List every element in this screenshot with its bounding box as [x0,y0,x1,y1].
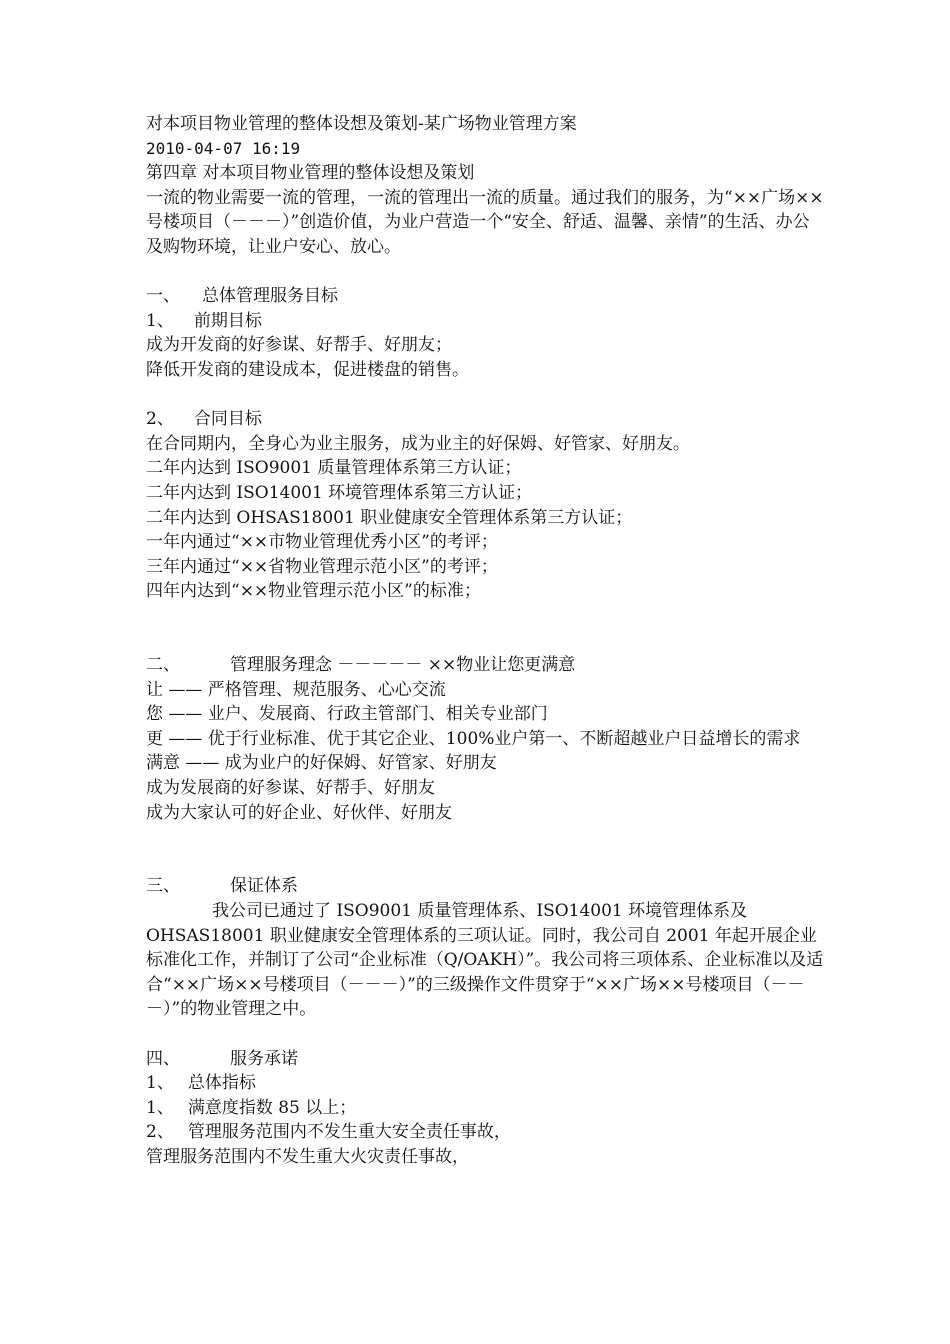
section-1-sub-1-title: 前期目标 [193,310,262,331]
text-line: 让 —— 严格管理、规范服务、心心交流 [146,679,446,700]
chapter-heading: 第四章 对本项目物业管理的整体设想及策划 [146,163,475,184]
section-2-heading [146,653,826,678]
spacer [146,1022,826,1047]
section-2-title: 管理服务理念 －－－－－ ××物业让您更满意 [230,655,576,676]
section-4-heading [146,1047,826,1072]
section-4-number: 四、 [146,1048,180,1069]
list-item-text: 满意度指数 85 以上； [187,1097,357,1118]
text-line: 管理服务范围内不发生重大火灾责任事故， [146,1146,469,1167]
text-line: 在合同期内，全身心为业主服务，成为业主的好保姆、好管家、好朋友。 [146,433,690,454]
text-line: 降低开发商的建设成本，促进楼盘的销售。 [146,359,469,380]
list-item-text: 管理服务范围内不发生重大安全责任事故， [187,1122,511,1143]
document-page [146,112,826,1170]
section-1-number: 一、 [146,286,180,307]
section-3-heading [146,874,826,899]
section-3-paragraph: 我公司已通过了 ISO9001 质量管理体系、ISO14001 环境管理体系及 OHSAS18001 职业健康安全管理体系的三项认证。同时，我公司自 2001 年起开展企业标准化工作，并制订了公司“企业标准（Q/OAKH）”。我公司将三项体系、企业标准以及适合“××广场××号楼项目（－－－）”的三级操作文件贯穿于“××广场××号楼项目（－－－）”的物业管理之中。 [146,901,824,1020]
text-line: 二年内达到 ISO14001 环境管理体系第三方认证； [146,482,533,503]
section-1-sub-2-heading [146,407,826,432]
text-line: 成为开发商的好参谋、好帮手、好朋友； [146,335,452,356]
section-3-title: 保证体系 [230,876,298,897]
section-1-sub-2-title: 合同目标 [193,409,262,430]
spacer [146,260,826,285]
list-item [146,1096,826,1121]
section-1-sub-1-heading [146,309,826,334]
text-line: 您 —— 业户、发展商、行政主管部门、相关专业部门 [146,704,548,725]
text-line: 二年内达到 OHSAS18001 职业健康安全管理体系第三方认证； [146,507,633,528]
text-line: 四年内达到“××物业管理示范小区”的标准； [146,581,481,602]
section-1-sub-2-number: 2、 [146,409,174,430]
spacer [146,825,826,874]
text-line: 一年内通过“××市物业管理优秀小区”的考评； [146,532,498,553]
text-line: 成为发展商的好参谋、好帮手、好朋友 [146,778,435,799]
doc-date: 2010-04-07 16:19 [146,138,301,158]
section-4-sub-1-number: 1、 [146,1073,174,1094]
text-line: 成为大家认可的好企业、好伙伴、好朋友 [146,802,452,823]
section-3-number: 三、 [146,876,180,897]
intro-paragraph: 一流的物业需要一流的管理，一流的管理出一流的质量。通过我们的服务，为“××广场××号楼项目（－－－）”创造价值，为业户营造一个“安全、舒适、温馨、亲情”的生活、办公及购物环境，让业户安心、放心。 [146,187,824,257]
section-4-title: 服务承诺 [230,1048,298,1069]
section-2-number: 二、 [146,655,180,676]
text-line: 二年内达到 ISO9001 质量管理体系第三方认证； [146,458,522,479]
text-line: 更 —— 优于行业标准、优于其它企业、100%业户第一、不断超越业户日益增长的需求 [146,728,801,749]
spacer [146,604,826,653]
list-item [146,1120,826,1145]
section-1-sub-1-number: 1、 [146,310,174,331]
section-1-title: 总体管理服务目标 [202,286,338,307]
text-line: 三年内通过“××省物业管理示范小区”的考评； [146,556,498,577]
list-item-number: 2、 [146,1122,174,1143]
spacer [146,383,826,408]
section-4-sub-1-heading [146,1071,826,1096]
text-line: 满意 —— 成为业户的好保姆、好管家、好朋友 [146,753,497,774]
doc-title: 对本项目物业管理的整体设想及策划-某广场物业管理方案 [146,114,577,134]
list-item-number: 1、 [146,1097,174,1118]
section-1-heading [146,284,826,309]
section-4-sub-1-title: 总体指标 [187,1073,256,1094]
